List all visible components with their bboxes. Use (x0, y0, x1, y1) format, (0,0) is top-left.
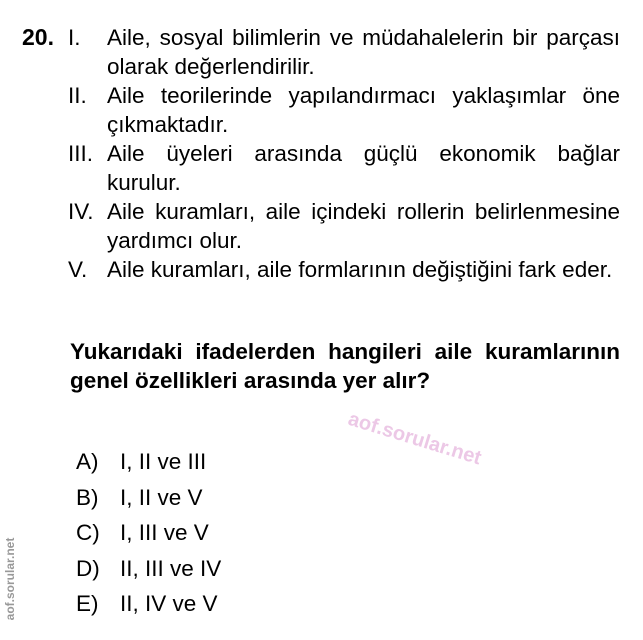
numeral: III. (68, 141, 94, 166)
option-letter: B) (76, 484, 99, 510)
statement-text: Aile teorilerinde yapılandırmacı yaklaşımlar öne çıkmaktadır. (107, 83, 620, 137)
option-text: II, III ve IV (120, 555, 222, 581)
numeral: II. (68, 83, 87, 108)
question-stem: Yukarıdaki ifadelerden hangileri aile kuramlarının genel özellikleri arasında yer alır? (70, 339, 620, 393)
option-e[interactable] (76, 589, 221, 625)
statement-text: Aile kuramları, aile içindeki rollerin belirlenmesine yardımcı olur. (107, 199, 620, 253)
option-text: I, II ve V (120, 484, 203, 510)
statement-4 (68, 197, 620, 255)
option-b[interactable] (76, 483, 221, 519)
option-letter: A) (76, 449, 99, 474)
numeral: IV. (68, 199, 94, 224)
statement-text: Aile, sosyal bilimlerin ve müdahalelerin bir parçası olarak değerlendirilir. (107, 25, 620, 79)
statement-text: Aile kuramları, aile formlarının değiştiğini fark eder. (107, 257, 613, 282)
statement-5 (68, 255, 620, 284)
answer-options (76, 447, 221, 625)
statement-list (68, 23, 620, 284)
numeral: V. (68, 257, 88, 282)
statement-2 (68, 81, 620, 139)
option-text: II, IV ve V (120, 591, 218, 617)
option-text: I, III ve V (120, 520, 209, 546)
statement-text: Aile üyeleri arasında güçlü ekonomik bağlar kurulur. (107, 141, 620, 195)
option-a[interactable] (76, 447, 221, 483)
statement-1 (68, 23, 620, 81)
option-c[interactable] (76, 518, 221, 554)
option-letter: E) (76, 591, 99, 617)
watermark: aof.sorular.net (345, 408, 484, 470)
question-number: 20. (22, 24, 54, 50)
option-letter: C) (76, 520, 100, 546)
statement-3 (68, 139, 620, 197)
option-d[interactable] (76, 554, 221, 590)
option-text: I, II ve III (120, 449, 207, 474)
option-letter: D) (76, 555, 100, 581)
side-watermark: aof.sorular.net (3, 537, 17, 621)
numeral: I. (68, 25, 81, 50)
